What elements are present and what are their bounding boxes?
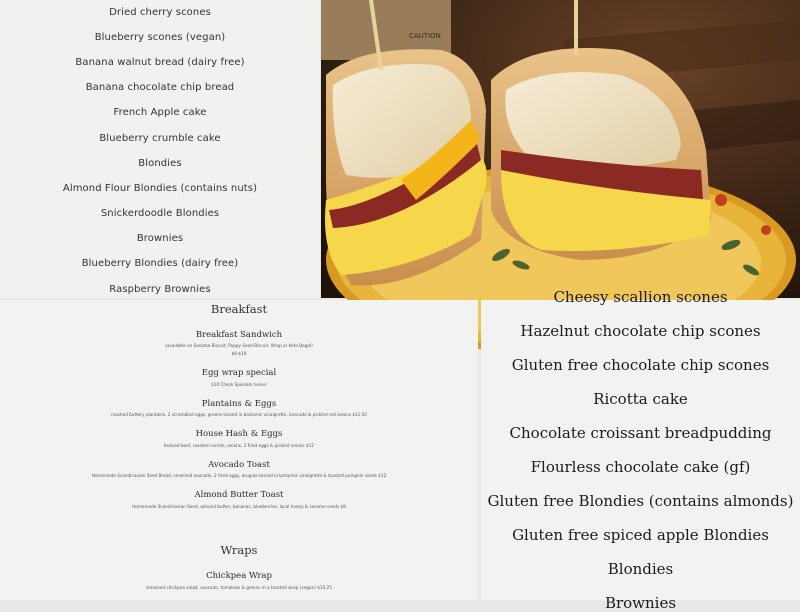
bakery-list-panel [0,0,320,298]
menu-item-name: Chickpea Wrap [206,571,272,581]
list-item: Cheesy scallion scones [553,288,728,306]
menu-item-name: Avocado Toast [208,460,270,470]
list-item: Banana chocolate chip bread [85,82,235,93]
section-title-wraps: Wraps [220,543,258,557]
menu-item-name: Breakfast Sandwich [195,330,283,340]
list-item: Blueberry Blondies (dairy free) [81,258,239,269]
list-item: Brownies [136,233,184,244]
breakfast-menu-panel [0,300,478,600]
menu-item-name: Egg wrap special [201,368,277,378]
menu-item-name: House Hash & Eggs [195,429,283,439]
list-item: Blondies [138,158,182,169]
sandwich-illustration [321,0,800,298]
list-item: Almond Flour Blondies (contains nuts) [62,183,258,194]
menu-item-desc: $10 Check Specials menu! [211,382,267,387]
section-title-breakfast: Breakfast [210,302,268,316]
list-item: Blueberry scones (vegan) [94,32,226,43]
menu-item-name: Almond Butter Toast [194,490,284,500]
menu-item-desc: (available on Sesame Biscuit, Poppy Seed Biscuit, Wrap or Keto Bagel) [165,343,313,348]
list-item: Blondies [607,560,674,578]
sandwich-photo [321,0,800,298]
menu-item-desc: mashed buttery plantains, 2 scrambled eggs, greens tossed in balsamic vinaigrette, avocado & pickled red onions $11.50 [111,412,367,417]
menu-item-desc: smashed chickpea salad, avocado, tomatoes & greens in a toasted wrap (vegan) $10.25 [146,585,332,590]
list-item: French Apple cake [113,107,207,118]
list-item: Snickerdoodle Blondies [100,208,220,219]
list-item: Gluten free Blondies (contains almonds) [487,492,794,510]
list-item: Gluten free spiced apple Blondies [512,526,769,544]
list-item: Raspberry Brownies [109,284,211,295]
list-item: Ricotta cake [593,390,688,408]
menu-item-desc: Homemade Scandinavian Seed, almond butter, bananas, blueberries, local honey & sesame seeds $9 [132,504,346,509]
list-item: Brownies [604,594,677,612]
list-item: Chocolate croissant breadpudding [509,424,772,442]
menu-item-price: $6-$10 [231,351,247,356]
list-item: Flourless chocolate cake (gf) [530,458,751,476]
list-item: Blueberry crumble cake [99,133,221,144]
list-item: Hazelnut chocolate chip scones [520,322,761,340]
menu-item-name: Plantains & Eggs [201,399,277,409]
list-item: Dried cherry scones [109,7,211,18]
list-item: Gluten free chocolate chip scones [511,356,770,374]
menu-item-desc: Homemade Scandinavian Seed Bread, smashed avocado, 2 fried eggs, arugula tossed in balsamic vinaigrette & toasted pumpkin seeds $12 [91,473,387,478]
list-item: Banana walnut bread (dairy free) [75,57,245,68]
pastry-list-panel [481,288,800,612]
menu-item-desc: braised beef, roasted carrots, onions, 2 fried eggs & pickled onions $12 [164,443,314,448]
cup-text: CAUTION [409,32,441,40]
